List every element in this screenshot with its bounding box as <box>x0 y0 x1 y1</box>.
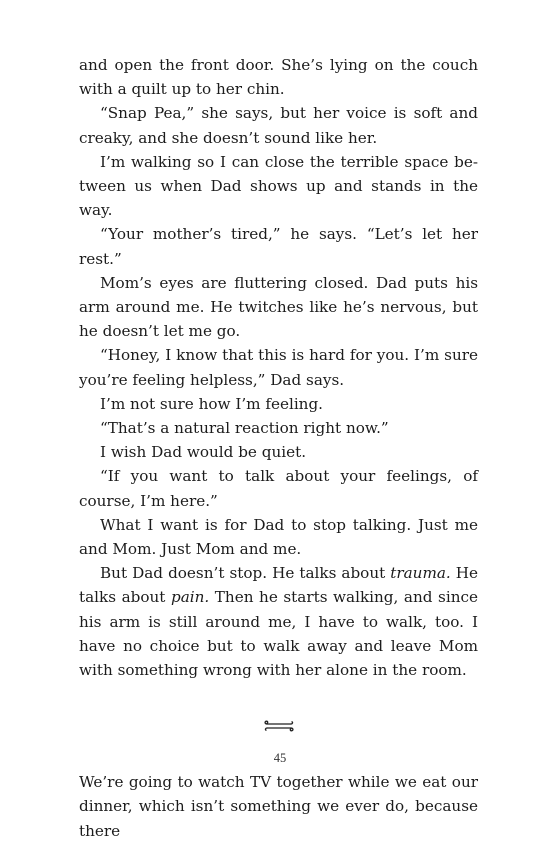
paragraph: “Your mother’s tired,” he says. “Let’s let her rest.” <box>79 225 478 268</box>
paragraph: I’m not sure how I’m feeling. <box>100 394 324 413</box>
paragraph: I’m walking so I can close the terrible space between us when Dad shows up and stands in the way. <box>79 152 478 220</box>
page-body <box>79 53 478 843</box>
text-run: But Dad doesn’t stop. He talks about <box>100 564 391 583</box>
paragraph: “Honey, I know that this is hard for you. I’m sure you’re feeling helpless,” Dad says. <box>79 346 478 389</box>
emphasis-trauma: trauma. <box>390 564 451 583</box>
emphasis-pain: pain. <box>170 588 210 607</box>
text-run: He talks about <box>79 564 479 607</box>
scroll-flourish-icon <box>264 720 294 732</box>
paragraph: “If you want to talk about your feelings, of course, I’m here.” <box>79 467 478 510</box>
paragraph-with-emphasis <box>79 561 478 682</box>
paragraph: Mom’s eyes are fluttering closed. Dad puts his arm around me. He twitches like he’s nervous, but he doesn’t let me go. <box>79 273 478 341</box>
paragraph: “Snap Pea,” she says, but her voice is soft and creaky, and she doesn’t sound like her. <box>79 104 478 147</box>
paragraph: “That’s a natural reaction right now.” <box>100 419 389 438</box>
paragraph: and open the front door. She’s lying on the couch with a quilt up to her chin. <box>79 56 478 99</box>
paragraph: What I want is for Dad to stop talking. Just me and Mom. Just Mom and me. <box>79 515 478 559</box>
paragraph: I wish Dad would be quiet. <box>100 443 307 462</box>
text-run: Then he starts walking, and since his arm is still around me, I have to walk, too. I have no choice but to walk away and leave Mom with something wrong with her alone in the room. <box>79 588 478 680</box>
paragraph: We’re going to watch TV together while we eat our dinner, which isn’t something we ever do, because there <box>79 773 478 840</box>
page-number: 45 <box>273 751 287 765</box>
